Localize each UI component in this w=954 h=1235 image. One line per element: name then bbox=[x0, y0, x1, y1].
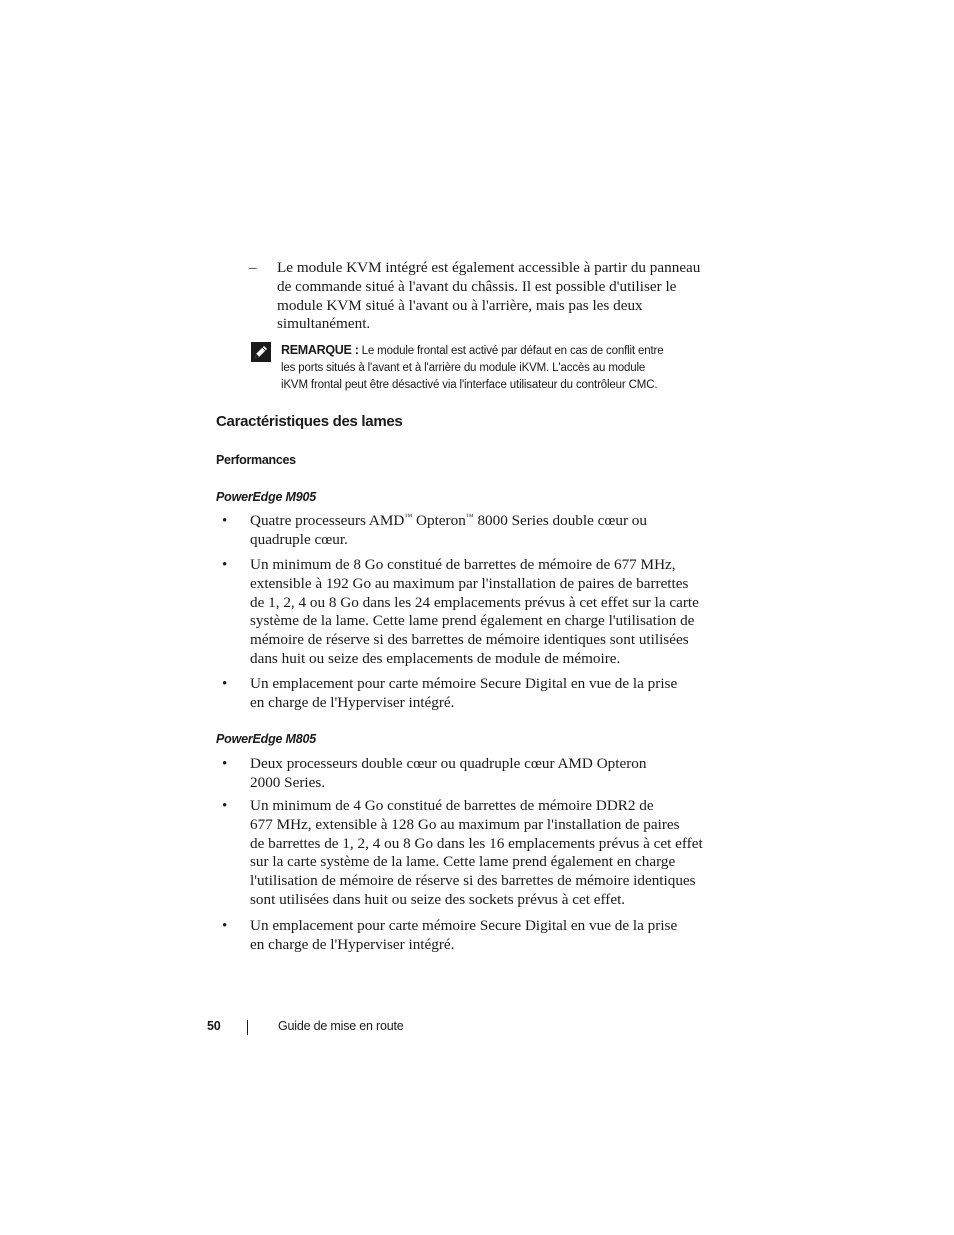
text-line: Un emplacement pour carte mémoire Secure Digital en vue de la prise bbox=[250, 675, 678, 692]
pencil-note-icon bbox=[251, 342, 271, 362]
note-line: iKVM frontal peut être désactivé via l'interface utilisateur du contrôleur CMC. bbox=[281, 379, 658, 391]
bullet-marker: • bbox=[222, 557, 228, 573]
text-line: extensible à 192 Go au maximum par l'installation de paires de barrettes bbox=[250, 574, 689, 592]
m905-title: PowerEdge M905 bbox=[216, 490, 317, 504]
bullet-marker: • bbox=[222, 676, 228, 692]
bullet-text bbox=[250, 917, 720, 955]
bullet-marker: • bbox=[222, 918, 228, 934]
bullet-marker: • bbox=[222, 513, 228, 529]
footer-separator bbox=[247, 1020, 248, 1035]
text-line: Un emplacement pour carte mémoire Secure Digital en vue de la prise bbox=[250, 917, 678, 934]
note-line: les ports situés à l'avant et à l'arrière du module iKVM. L'accès au module bbox=[281, 362, 646, 374]
text-line: de commande situé à l'avant du châssis. Il est possible d'utiliser le bbox=[277, 277, 677, 295]
bullet-text bbox=[250, 797, 720, 910]
note-text bbox=[281, 342, 721, 394]
text-span: Opteron bbox=[412, 512, 466, 529]
text-line: système de la lame. Cette lame prend également en charge l'utilisation de bbox=[250, 612, 695, 630]
text-line: Un minimum de 4 Go constitué de barrettes de mémoire DDR2 de bbox=[250, 797, 654, 814]
text-line: en charge de l'Hyperviser intégré. bbox=[250, 693, 455, 711]
text-line: de barrettes de 1, 2, 4 ou 8 Go dans les 16 emplacements prévus à cet effet bbox=[250, 834, 703, 852]
text-span: 8000 Series double cœur ou bbox=[473, 512, 647, 529]
text-line: dans huit ou seize des emplacements de module de mémoire. bbox=[250, 649, 621, 667]
text-line: Un minimum de 8 Go constitué de barrettes de mémoire de 677 MHz, bbox=[250, 556, 676, 573]
section-title: Caractéristiques des lames bbox=[216, 413, 403, 430]
bullet-text bbox=[250, 755, 720, 793]
note-line bbox=[281, 342, 721, 360]
trademark-mark: ™ bbox=[465, 512, 474, 521]
m805-title: PowerEdge M805 bbox=[216, 732, 317, 746]
text-line: Deux processeurs double cœur ou quadruple cœur AMD Opteron bbox=[250, 755, 647, 772]
text-line: de 1, 2, 4 ou 8 Go dans les 24 emplacements prévus à cet effet sur la carte bbox=[250, 593, 699, 611]
text-line: module KVM situé à l'avant ou à l'arrière, mais pas les deux bbox=[277, 296, 643, 314]
text-line: 2000 Series. bbox=[250, 773, 326, 791]
text-line: l'utilisation de mémoire de réserve si des barrettes de mémoire identiques bbox=[250, 872, 696, 890]
bullet-text bbox=[250, 675, 720, 713]
text-line: sur la carte système de la lame. Cette lame prend également en charge bbox=[250, 853, 676, 871]
bullet-marker: • bbox=[222, 756, 228, 772]
bullet-text bbox=[250, 556, 720, 669]
text-line: en charge de l'Hyperviser intégré. bbox=[250, 935, 455, 953]
note-line-text: Le module frontal est activé par défaut en cas de conflit entre bbox=[361, 345, 664, 357]
text-line: Le module KVM intégré est également accessible à partir du panneau bbox=[277, 259, 701, 276]
bullet-marker: • bbox=[222, 798, 228, 814]
text-span: Quatre processeurs AMD bbox=[250, 512, 405, 529]
subsection-title: Performances bbox=[216, 453, 296, 467]
text-line: sont utilisées dans huit ou seize des sockets prévus à cet effet. bbox=[250, 890, 626, 908]
bullet-text bbox=[250, 512, 720, 550]
text-line: mémoire de réserve si des barrettes de mémoire identiques sont utilisées bbox=[250, 631, 689, 649]
trademark-mark: ™ bbox=[404, 512, 413, 521]
dash-item-text bbox=[277, 259, 717, 334]
page-number: 50 bbox=[207, 1019, 221, 1033]
text-line: 677 MHz, extensible à 128 Go au maximum par l'installation de paires bbox=[250, 815, 680, 833]
note-label: REMARQUE : bbox=[281, 343, 359, 357]
guide-title: Guide de mise en route bbox=[278, 1019, 404, 1033]
text-line: quadruple cœur. bbox=[250, 530, 348, 548]
dash-marker: – bbox=[249, 259, 257, 276]
text-line: simultanément. bbox=[277, 315, 371, 333]
text-line bbox=[250, 512, 720, 531]
